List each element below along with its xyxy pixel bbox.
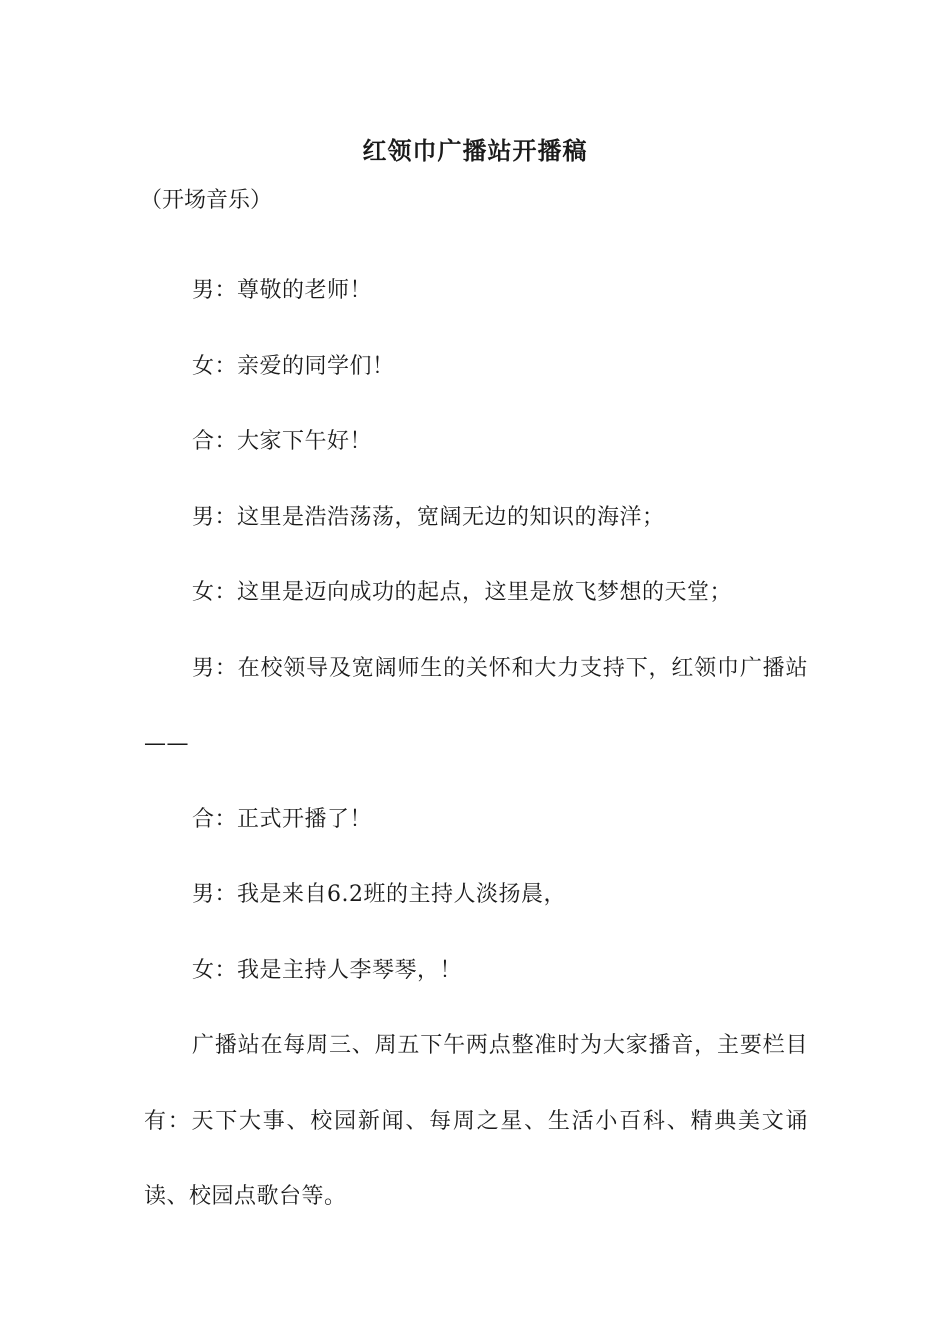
paragraph: 合：正式开播了！ — [192, 806, 373, 832]
paragraph: 女：亲爱的同学们！ — [192, 353, 395, 379]
document-body — [144, 253, 808, 1235]
paragraph: 女：我是主持人李琴琴，！ — [192, 957, 463, 983]
paragraph: 男：尊敬的老师！ — [192, 278, 373, 303]
paragraph: 女：这里是迈向成功的起点，这里是放飞梦想的天堂； — [192, 580, 733, 605]
stage-note: （开场音乐） — [140, 188, 273, 213]
paragraph: 合：大家下午好！ — [192, 429, 373, 454]
paragraph: 男：我是来自6.2班的主持人淡扬晨， — [192, 882, 566, 907]
document-title: 红领巾广播站开播稿 — [362, 136, 588, 165]
paragraph: 广播站在每周三、周五下午两点整准时为大家播音，主要栏目有：天下大事、校园新闻、每周之星、生活小百科、精典美文诵读、校园点歌台等。 — [144, 1033, 808, 1209]
paragraph: 男：在校领导及宽阔师生的关怀和大力支持下，红领巾广播站—— — [144, 655, 808, 756]
paragraph: 男：这里是浩浩荡荡，宽阔无边的知识的海洋； — [192, 504, 665, 530]
